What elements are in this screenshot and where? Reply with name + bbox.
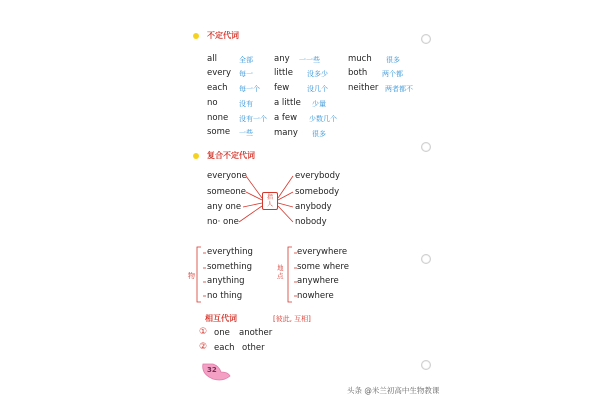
word-cn: 很多: [386, 56, 400, 64]
word-en: both: [348, 68, 368, 78]
places-word: everywhere: [297, 247, 348, 257]
reciprocal-word: other: [242, 343, 265, 353]
places-word: nowhere: [297, 291, 334, 301]
reciprocal-note: [彼此, 互相]: [273, 315, 311, 323]
word-en: little: [274, 68, 293, 78]
word-cn: 没有: [239, 100, 253, 108]
section-title-indefinite: 不定代词: [207, 31, 239, 40]
word-cn: 没几个: [307, 85, 328, 93]
word-en: any: [274, 54, 290, 64]
center-label-text: 指人: [266, 194, 273, 208]
word-en: a few: [274, 113, 298, 123]
word-cn: 没多少: [307, 70, 328, 78]
compound-word: any one: [207, 202, 242, 212]
word-en: each: [207, 83, 228, 93]
word-en: none: [207, 113, 229, 123]
word-cn: 少量: [312, 100, 326, 108]
word-en: many: [274, 128, 298, 138]
things-word: no thing: [207, 291, 243, 301]
word-cn: 很多: [312, 130, 326, 138]
word-en: every: [207, 68, 232, 78]
word-en: all: [207, 54, 217, 64]
word-en: few: [274, 83, 290, 93]
reciprocal-word: each: [214, 343, 235, 353]
things-word: everything: [207, 247, 253, 257]
compound-word: someone: [207, 187, 246, 197]
places-word: some where: [297, 262, 349, 272]
word-cn: 没有一个: [239, 115, 267, 123]
things-word: something: [207, 262, 253, 272]
compound-word: anybody: [295, 202, 332, 212]
places-label-text: 地点: [277, 264, 284, 280]
compound-word: no· one: [207, 217, 239, 227]
word-en: neither: [348, 83, 379, 93]
section-title-reciprocal: 相互代词: [205, 314, 237, 323]
item-number: ①: [199, 327, 208, 337]
item-number: ②: [199, 342, 208, 352]
word-cn: 一些: [239, 129, 253, 137]
word-en: much: [348, 54, 372, 64]
section-title-compound: 复合不定代词: [207, 151, 255, 160]
things-word: anything: [207, 276, 245, 286]
word-cn: 两个都: [382, 70, 403, 78]
notebook-page: [183, 14, 433, 384]
word-cn: 每一: [239, 70, 253, 78]
word-cn: 全部: [239, 56, 253, 64]
compound-word: everybody: [295, 171, 341, 181]
page-number: 32: [207, 366, 217, 374]
watermark: 头条 @米兰初高中生物教课: [347, 386, 440, 395]
compound-word: somebody: [295, 187, 340, 197]
word-cn: 两者都不: [385, 85, 413, 93]
compound-word: nobody: [295, 217, 327, 227]
word-en: a little: [274, 98, 301, 108]
word-cn: 每一个: [239, 85, 260, 93]
word-en: some: [207, 127, 231, 137]
compound-word: everyone: [207, 171, 247, 181]
reciprocal-word: one: [214, 328, 230, 338]
word-en: no: [207, 98, 218, 108]
things-label: 物: [188, 272, 195, 280]
word-cn: 一一些: [299, 56, 320, 64]
reciprocal-word: another: [239, 328, 273, 338]
places-label: [277, 264, 285, 280]
word-cn: 少数几个: [309, 115, 337, 123]
places-word: anywhere: [297, 276, 339, 286]
